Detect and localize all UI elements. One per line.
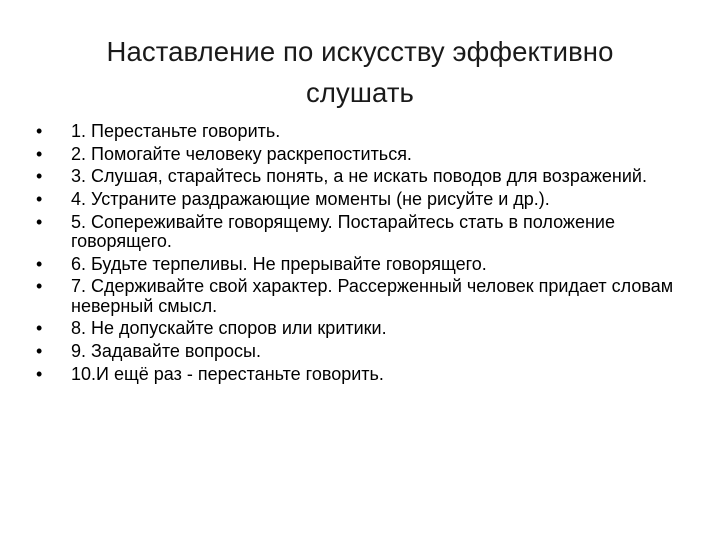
bullet-icon: • [36, 341, 43, 362]
list-item-text: 9. Задавайте вопросы. [71, 341, 261, 362]
list-item [36, 122, 696, 141]
list-item [36, 213, 696, 252]
list-item-text: 4. Устраните раздражающие моменты (не рисуйте и др.). [71, 189, 550, 210]
list-item [36, 365, 696, 384]
list-item [36, 342, 696, 361]
slide-title: Наставление по искусству эффективно слушать [106, 36, 614, 108]
bullet-icon: • [36, 363, 43, 384]
list-item-text: 7. Сдерживайте свой характер. Рассерженный человек придает словам неверный смысл. [71, 276, 674, 316]
list-item [36, 167, 696, 186]
list-item-text: 3. Слушая, старайтесь понять, а не искать поводов для возражений. [71, 166, 647, 187]
bullet-icon: • [36, 211, 43, 232]
list-item [36, 190, 696, 209]
list-item-text: 5. Сопереживайте говорящему. Постарайтесь стать в положение говорящего. [71, 211, 615, 252]
list-item-text: 1. Перестаньте говорить. [71, 121, 281, 141]
list-item-text: 10.И ещё раз - перестаньте говорить. [71, 363, 384, 384]
bullet-icon: • [36, 166, 43, 187]
bullet-list [36, 122, 696, 387]
bullet-icon: • [36, 253, 43, 274]
list-item [36, 277, 696, 316]
bullet-icon: • [36, 318, 43, 339]
list-item [36, 255, 696, 274]
list-item-text: 8. Не допускайте споров или критики. [71, 318, 387, 339]
list-item-text: 2. Помогайте человеку раскрепоститься. [71, 143, 412, 164]
bullet-icon: • [36, 276, 43, 297]
bullet-icon: • [36, 143, 43, 164]
list-item [36, 319, 696, 338]
list-item [36, 145, 696, 164]
bullet-icon: • [36, 189, 43, 210]
bullet-icon: • [36, 121, 43, 141]
list-item-text: 6. Будьте терпеливы. Не прерывайте говорящего. [71, 253, 487, 274]
